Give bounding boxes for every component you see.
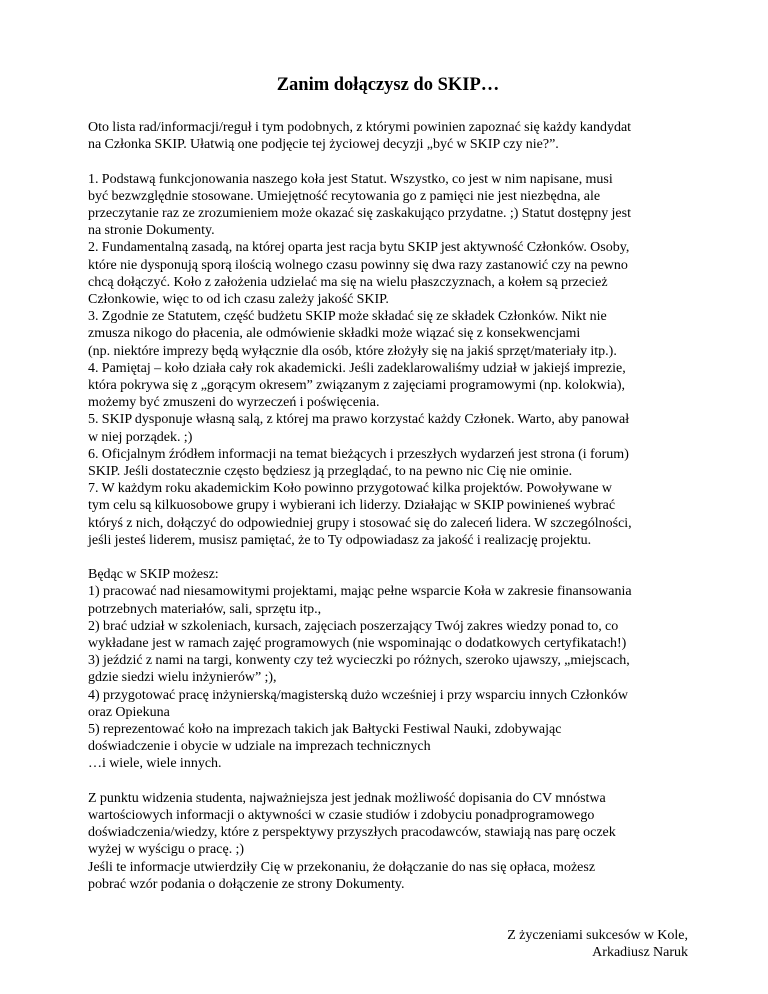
rules-list: 1. Podstawą funkcjonowania naszego koła jest Statut. Wszystko, co jest w nim napisane, musi być bezwzględnie stosowane. Umiejętność recytowania go z pamięci nie jest niezbędna, ale przeczytanie raz ze zrozumieniem może okazać się zaskakująco przydatne. ;) Statut dostępny jest na stronie Dokumenty. 2. Fundamentalną zasadą, na której oparta jest racja bytu SKIP jest aktywność Członków. Osoby, które nie dysponują sporą ilością wolnego czasu powinny się dwa razy zastanowić czy na pewno chcą dołączyć. Koło z założenia udzielać ma się na wielu płaszczyznach, a kołem są przecież Członkowie, więc to od ich czasu zależy jakość SKIP. 3. Zgodnie ze Statutem, część budżetu SKIP może składać się ze składek Członków. Nikt nie zmusza nikogo do płacenia, ale odmówienie składki może wiązać się z konsekwencjami (np. niektóre imprezy będą wyłącznie dla osób, które złożyły się na jakiś sprzęt/materiały itp.). 4. Pamiętaj – koło działa cały rok akademicki. Jeśli zadeklarowaliśmy udział w jakiejś imprezie, która pokrywa się z „gorącym okresem” związanym z zajęciami programowymi (np. kolokwia), możemy być zmuszeni do wyrzeczeń i poświęcenia. 5. SKIP dysponuje własną salą, z której ma prawo korzystać każdy Członek. Warto, aby panował w niej porządek. ;) 6. Oficjalnym źródłem informacji na temat bieżących i przeszłych wydarzeń jest strona (i forum) SKIP. Jeśli dostatecznie często będziesz ją przeglądać, to na pewno nic Cię nie ominie. 7. W każdym roku akademickim Koło powinno przygotować kilka projektów. Powoływane w tym celu są kilkuosobowe grupy i wybierani ich liderzy. Działając w SKIP powinieneś wybrać któryś z nich, dołączyć do odpowiedniej grupy i stosować się do zaleceń lidera. W szczególności, jeśli jesteś liderem, musisz pamiętać, że to Ty odpowiadasz za jakość i realizację projektu.: [88, 171, 632, 548]
benefits-list: Będąc w SKIP możesz: 1) pracować nad niesamowitymi projektami, mając pełne wsparcie Koła w zakresie finansowania potrzebnych materiałów, sali, sprzętu itp., 2) brać udział w szkoleniach, kursach, zajęciach poszerzający Twój zakres wiedzy ponad to, co wykładane jest w ramach zajęć programowych (nie wspominając o dodatkowych certyfikatach!) 3) jeździć z nami na targi, konwenty czy też wycieczki po różnych, szeroko ujawszy, „miejscach, gdzie siedzi wielu inżynierów” ;), 4) przygotować pracę inżynierską/magisterską dużo wcześniej i przy wsparciu innych Członków oraz Opiekuna 5) reprezentować koło na imprezach takich jak Bałtycki Festiwal Nauki, zdobywając doświadczenie i obycie w udziale na imprezach technicznych …i wiele, wiele innych.: [88, 567, 632, 772]
intro-paragraph: Oto lista rad/informacji/reguł i tym podobnych, z którymi powinien zapoznać się każdy kandydat na Członka SKIP. Ułatwią one podjęcie tej życiowej decyzji „być w SKIP czy nie?”.: [88, 120, 632, 153]
closing-paragraph: Z punktu widzenia studenta, najważniejsza jest jednak możliwość dopisania do CV mnóstwa wartościowych informacji o aktywności w czasie studiów i zdobyciu ponadprogramowego doświadczenia/wiedzy, które z perspektywy przyszłych pracodawców, stawiają nas parę oczek wyżej w wyścigu o pracę. ;) Jeśli te informacje utwierdziły Cię w przekonaniu, że dołączanie do nas się opłaca, możesz pobrać wzór podania o dołączenie ze strony Dokumenty.: [88, 790, 616, 892]
document-page: [88, 74, 688, 962]
document-title: Zanim dołączysz do SKIP…: [276, 75, 500, 95]
signature: Z życzeniami sukcesów w Kole, Arkadiusz Naruk: [507, 928, 688, 961]
